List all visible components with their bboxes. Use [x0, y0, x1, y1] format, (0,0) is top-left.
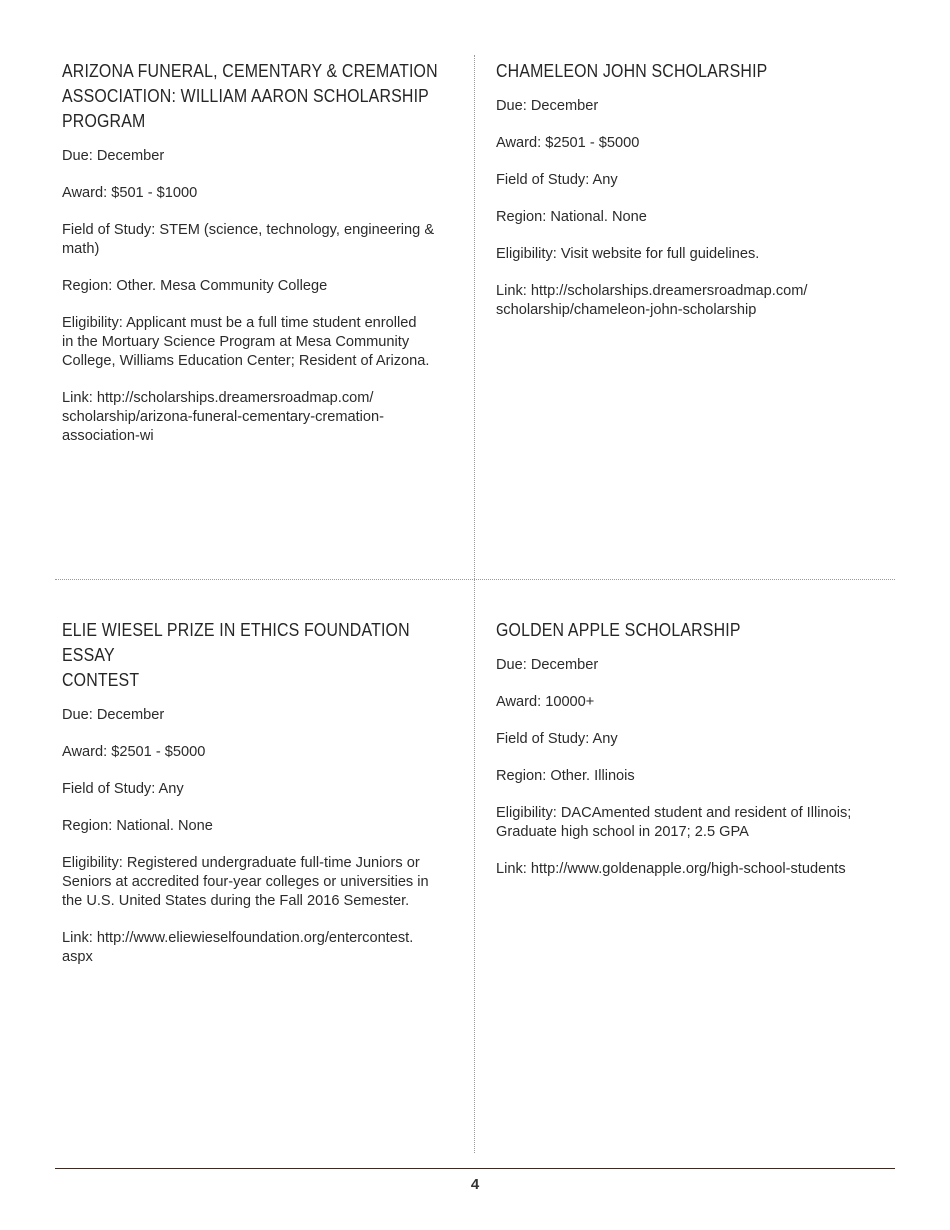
- eligibility: Eligibility: DACAmented student and resident of Illinois; Graduate high school in 2017; 2.5 GPA: [496, 805, 852, 840]
- award-amount: Award: 10000+: [496, 694, 595, 710]
- scholarship-link[interactable]: Link: http://scholarships.dreamersroadmap.com/ scholarship/arizona-funeral-cementary-cremation- association-wi: [62, 390, 385, 444]
- scholarship-card-elie-wiesel: [62, 617, 447, 985]
- horizontal-divider: [55, 579, 895, 580]
- scholarship-title: ARIZONA FUNERAL, CEMENTARY & CREMATION ASSOCIATION: WILLIAM AARON SCHOLARSHIP PROGRAM: [62, 60, 438, 131]
- region: Region: National. None: [62, 818, 213, 834]
- scholarship-card-golden-apple: [496, 617, 881, 897]
- footer-rule: [55, 1168, 895, 1169]
- scholarship-link[interactable]: Link: http://www.eliewieselfoundation.org/entercontest. aspx: [62, 930, 414, 965]
- eligibility: Eligibility: Registered undergraduate full-time Juniors or Seniors at accredited four-year colleges or universities in the U.S. United States during the Fall 2016 Semester.: [62, 855, 429, 909]
- field-of-study: Field of Study: STEM (science, technology, engineering & math): [62, 222, 435, 257]
- page-number: 4: [470, 1176, 480, 1193]
- due-date: Due: December: [62, 707, 165, 723]
- vertical-divider: [474, 55, 475, 1153]
- award-amount: Award: $501 - $1000: [62, 185, 198, 201]
- scholarship-title: ELIE WIESEL PRIZE IN ETHICS FOUNDATION ESSAY CONTEST: [62, 619, 410, 690]
- award-amount: Award: $2501 - $5000: [496, 135, 640, 151]
- scholarship-card-chameleon-john: [496, 58, 881, 338]
- award-amount: Award: $2501 - $5000: [62, 744, 206, 760]
- due-date: Due: December: [62, 148, 165, 164]
- eligibility: Eligibility: Applicant must be a full time student enrolled in the Mortuary Science Program at Mesa Community College, Williams Education Center; Resident of Arizona.: [62, 315, 430, 369]
- field-of-study: Field of Study: Any: [496, 731, 618, 747]
- scholarship-card-arizona-funeral: [62, 58, 447, 464]
- eligibility: Eligibility: Visit website for full guidelines.: [496, 246, 760, 262]
- region: Region: Other. Illinois: [496, 768, 635, 784]
- scholarship-link[interactable]: Link: http://www.goldenapple.org/high-school-students: [496, 861, 846, 877]
- scholarship-link[interactable]: Link: http://scholarships.dreamersroadmap.com/ scholarship/chameleon-john-scholarship: [496, 283, 808, 318]
- scholarship-title: GOLDEN APPLE SCHOLARSHIP: [496, 619, 741, 640]
- region: Region: National. None: [496, 209, 647, 225]
- field-of-study: Field of Study: Any: [496, 172, 618, 188]
- due-date: Due: December: [496, 657, 599, 673]
- region: Region: Other. Mesa Community College: [62, 278, 328, 294]
- due-date: Due: December: [496, 98, 599, 114]
- field-of-study: Field of Study: Any: [62, 781, 184, 797]
- scholarship-title: CHAMELEON JOHN SCHOLARSHIP: [496, 60, 768, 81]
